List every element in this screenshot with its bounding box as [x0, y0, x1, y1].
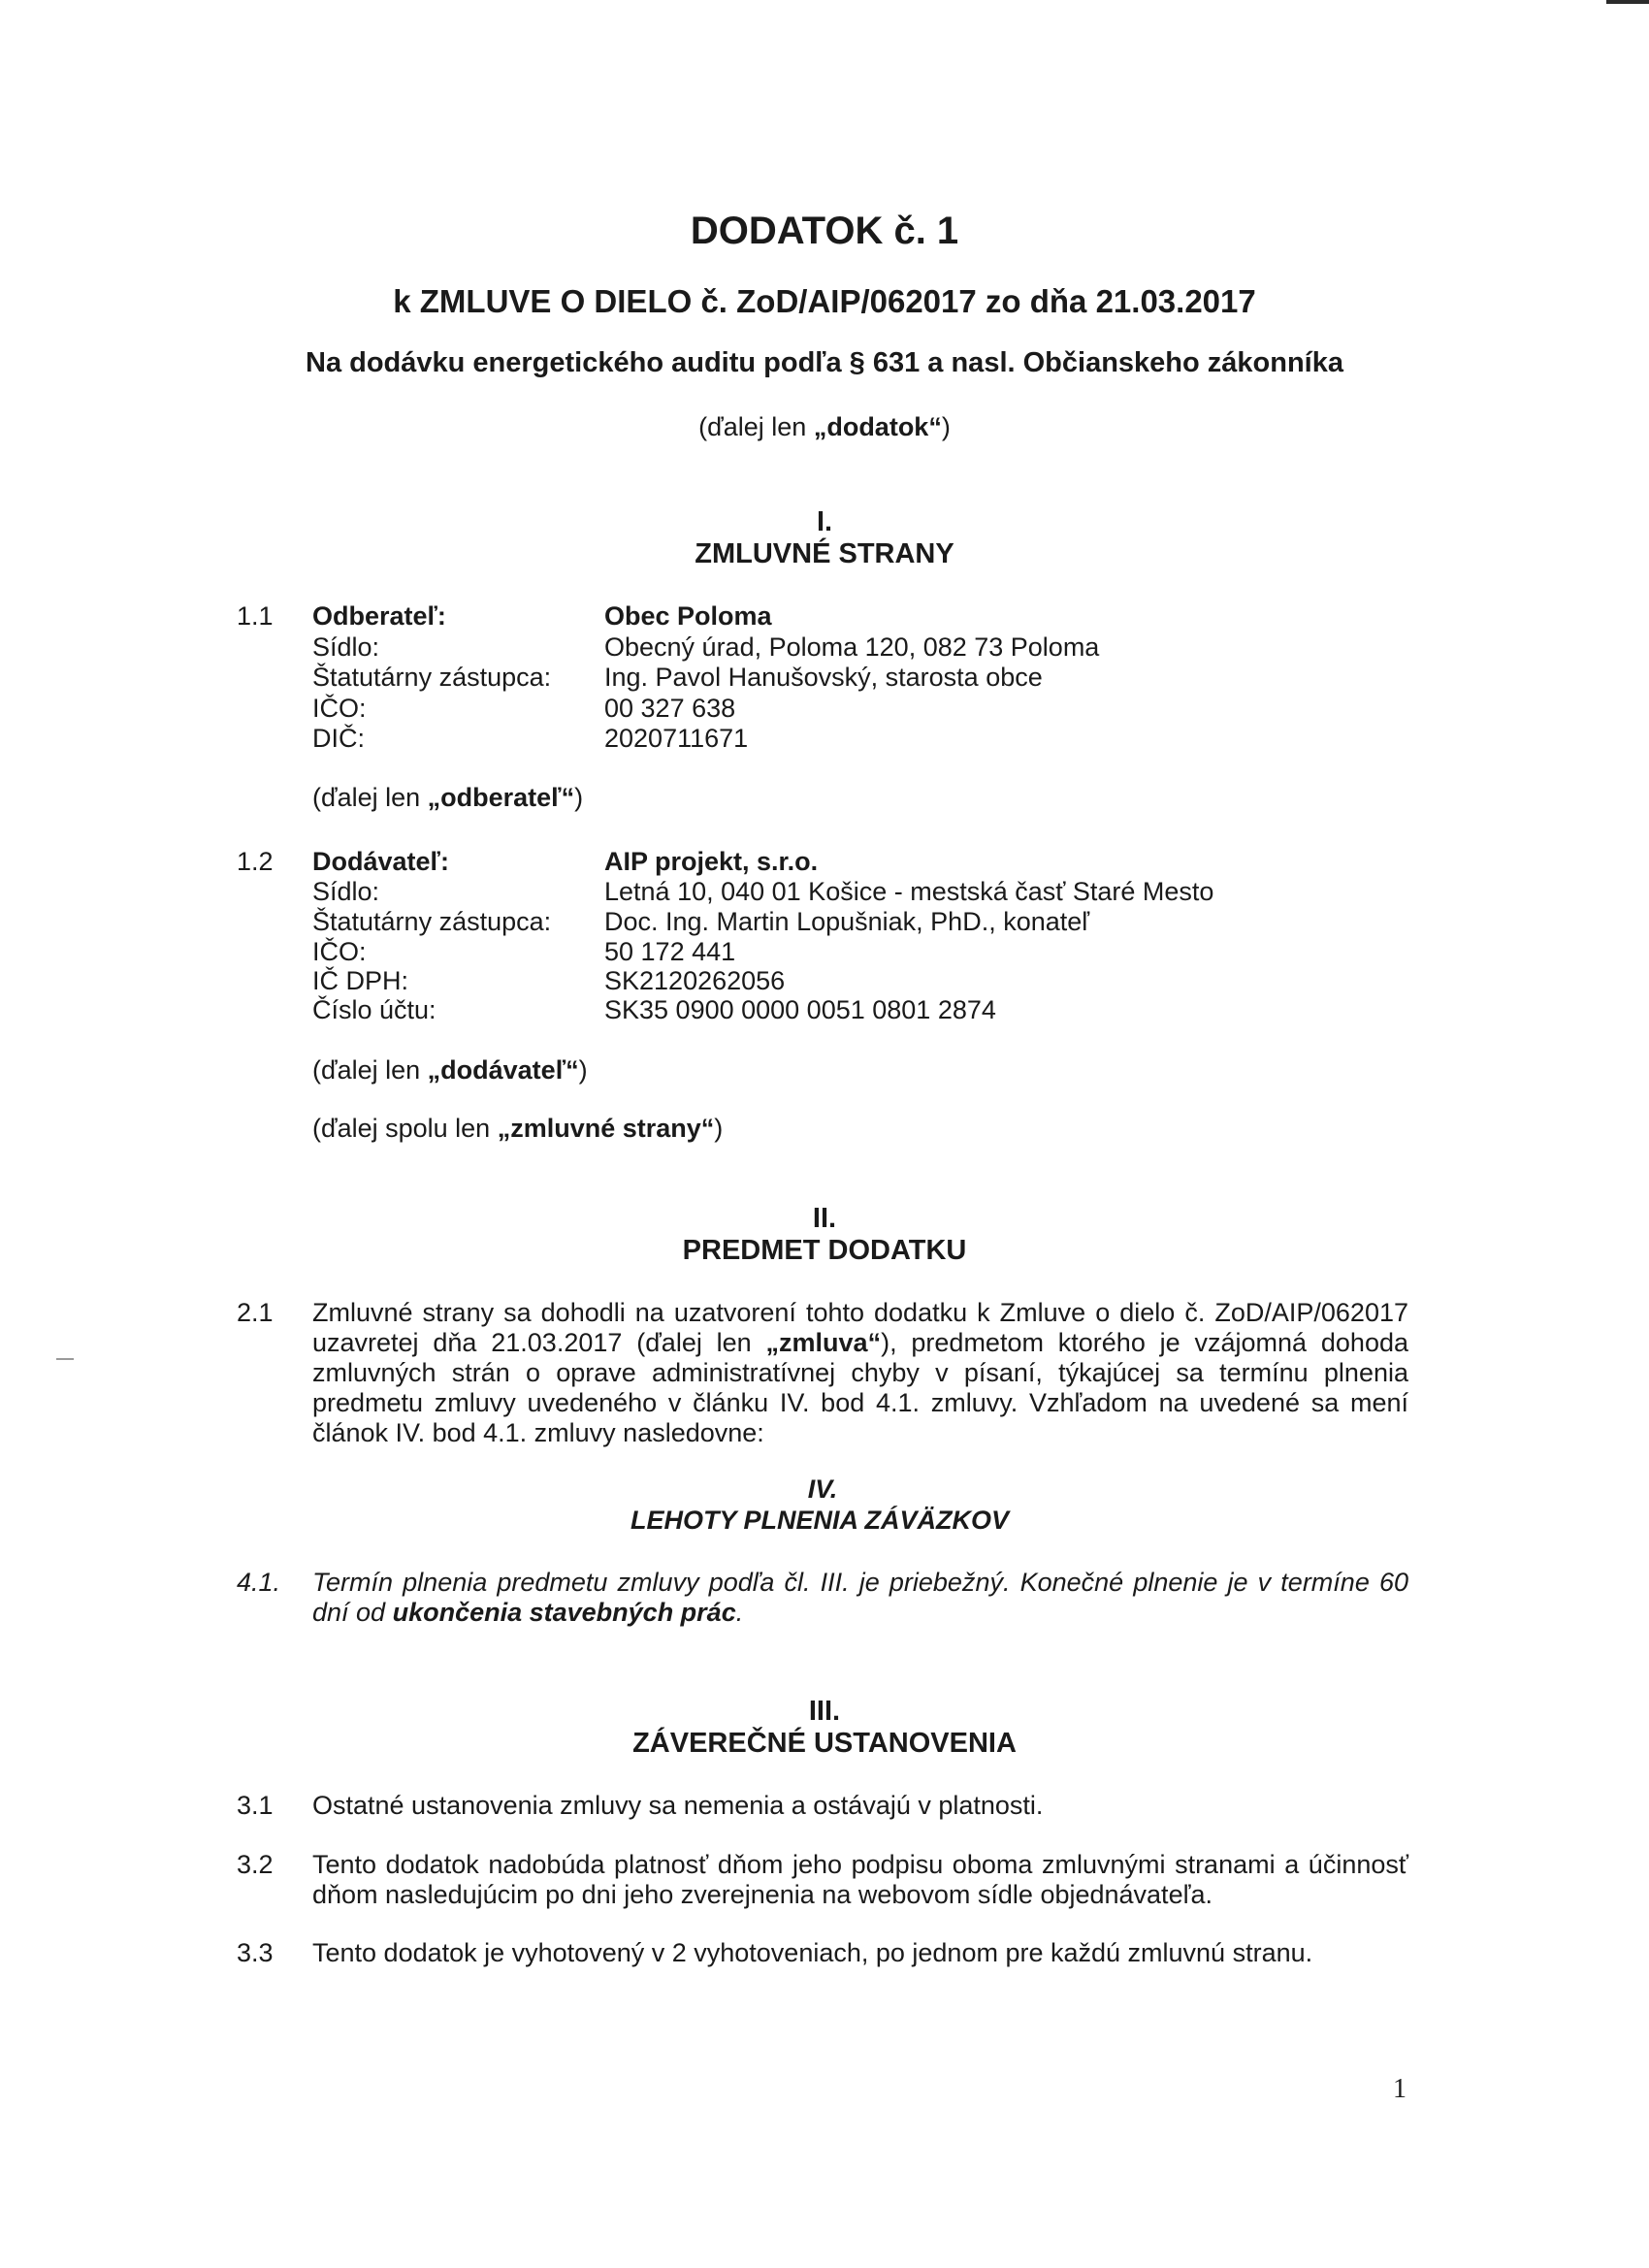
- document-purpose: Na dodávku energetického auditu podľa § 631 a nasl. Občianskeho zákonníka: [306, 347, 1343, 378]
- item-number: 2.1: [237, 1298, 274, 1327]
- party-1-value: 00 327 638: [604, 694, 736, 723]
- document-alias: (ďalej len „dodatok“): [698, 412, 951, 441]
- party-1-label: Štatutárny zástupca:: [312, 663, 552, 692]
- party-2-value: SK2120262056: [604, 966, 786, 995]
- quoted-item-number: 4.1.: [237, 1568, 281, 1597]
- party-2-value: Letná 10, 040 01 Košice - mestská časť Staré Mesto: [604, 877, 1214, 906]
- section-3-title: ZÁVEREČNÉ USTANOVENIA: [632, 1728, 1017, 1759]
- item-number: 3.2: [237, 1850, 274, 1879]
- party-2-label: IČO:: [312, 937, 367, 966]
- quoted-article-number: IV.: [807, 1474, 838, 1504]
- party-2-label: Číslo účtu:: [312, 995, 436, 1024]
- section-2-title: PREDMET DODATKU: [682, 1235, 967, 1266]
- party-1-value: Obecný úrad, Poloma 120, 082 73 Poloma: [604, 632, 1100, 662]
- party-1-value: 2020711671: [604, 724, 749, 753]
- party-2-name: AIP projekt, s.r.o.: [604, 847, 819, 876]
- item-number: 3.1: [237, 1791, 274, 1820]
- page-number: 1: [1393, 2074, 1406, 2104]
- party-1-label: IČO:: [312, 694, 367, 723]
- section-3-item: Tento dodatok nadobúda platnosť dňom jeho podpisu oboma zmluvnými stranami a účinnosť dňom nasledujúcim po dni jeho zverejnenia na webovom sídle objednávateľa.: [312, 1850, 1408, 1909]
- party-2-label: Sídlo:: [312, 877, 380, 906]
- section-3-number: III.: [808, 1696, 841, 1727]
- section-2-paragraph: Zmluvné strany sa dohodli na uzatvorení tohto dodatku k Zmluve o dielo č. ZoD/AIP/062017 uzavretej dňa 21.03.2017 (ďalej len „zmluva“), predmetom ktorého je vzájomná dohoda zmluvných strán o oprave administratívnej chyby v písaní, týkajúcej sa termínu plnenia predmetu zmluvy uvedeného v článku IV. bod 4.1. zmluvy. Vzhľadom na uvedené sa mení článok IV. bod 4.1. zmluvy nasledovne:: [312, 1298, 1408, 1447]
- party-2-label: Štatutárny zástupca:: [312, 907, 552, 936]
- section-1-number: I.: [816, 506, 833, 537]
- party-2-value: 50 172 441: [604, 937, 736, 966]
- alias-term: „dodatok“: [813, 412, 942, 441]
- party-2-alias: (ďalej len „dodávateľ“): [312, 1055, 588, 1085]
- party-1-label: Sídlo:: [312, 632, 380, 662]
- party-1-role: Odberateľ:: [312, 601, 446, 631]
- party-2-value: Doc. Ing. Martin Lopušniak, PhD., konateľ: [604, 907, 1090, 936]
- party-1-name: Obec Poloma: [604, 601, 772, 631]
- parties-joint-alias: (ďalej spolu len „zmluvné strany“): [312, 1114, 724, 1143]
- section-3-item: Ostatné ustanovenia zmluvy sa nemenia a ostávajú v platnosti.: [312, 1791, 1044, 1820]
- section-3-item: Tento dodatok je vyhotovený v 2 vyhotoveniach, po jednom pre každú zmluvnú stranu.: [312, 1938, 1313, 1967]
- party-2-value: SK35 0900 0000 0051 0801 2874: [604, 995, 996, 1024]
- quoted-paragraph: Termín plnenia predmetu zmluvy podľa čl. III. je priebežný. Konečné plnenie je v termíne 60 dní od ukončenia stavebných prác.: [312, 1568, 1408, 1627]
- party-2-label: IČ DPH:: [312, 966, 409, 995]
- section-1-title: ZMLUVNÉ STRANY: [695, 538, 954, 569]
- party-1-value: Ing. Pavol Hanušovský, starosta obce: [604, 663, 1043, 692]
- party-1-alias: (ďalej len „odberateľ“): [312, 783, 584, 812]
- item-number: 3.3: [237, 1938, 274, 1967]
- document-title: DODATOK č. 1: [690, 210, 959, 252]
- party-2-number: 1.2: [237, 847, 274, 876]
- document-subtitle: k ZMLUVE O DIELO č. ZoD/AIP/062017 zo dňa 21.03.2017: [393, 283, 1256, 319]
- scan-edge-mark: [1606, 0, 1649, 4]
- party-1-number: 1.1: [237, 601, 274, 631]
- party-2-role: Dodávateľ:: [312, 847, 449, 876]
- party-1-label: DIČ:: [312, 724, 365, 753]
- quoted-article-title: LEHOTY PLNENIA ZÁVÄZKOV: [630, 1506, 1010, 1535]
- section-2-number: II.: [812, 1203, 837, 1234]
- scan-dash-mark: [56, 1358, 74, 1360]
